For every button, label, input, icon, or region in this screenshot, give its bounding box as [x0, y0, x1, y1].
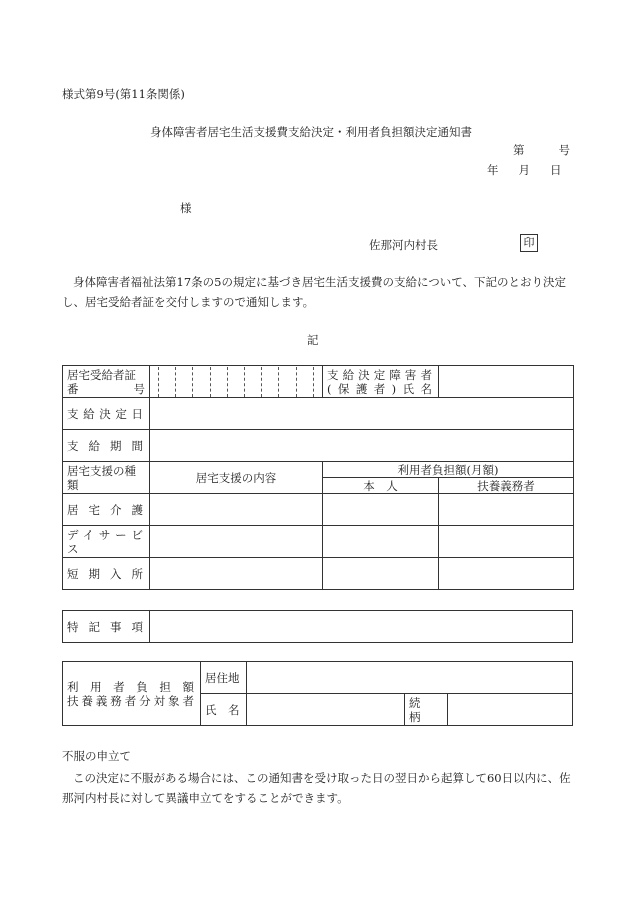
- recipient-name-label: [323, 366, 439, 398]
- document-title: 身体障害者居宅生活支援費支給決定・利用者負担額決定通知書: [150, 125, 472, 139]
- day-service-self-field[interactable]: [323, 526, 439, 558]
- recipient-label-line2: (保護者)氏名: [327, 381, 434, 396]
- home-care-content-field[interactable]: [150, 494, 323, 526]
- self-header: 本 人: [323, 478, 439, 494]
- home-care-self-field[interactable]: [323, 494, 439, 526]
- day-service-supporter-field[interactable]: [439, 526, 574, 558]
- burden-label-line2: 扶養義務者分対象者: [67, 693, 196, 708]
- cert-label-line1: 居宅受給者証: [67, 367, 136, 382]
- table-row: [63, 494, 574, 526]
- residence-field[interactable]: [247, 662, 573, 694]
- notes-table: [62, 610, 573, 643]
- cert-number-label: [63, 366, 150, 398]
- day-label: 日: [550, 163, 562, 177]
- table-row: [63, 430, 574, 462]
- document-number: [513, 142, 570, 158]
- supporter-header: 扶養義務者: [439, 478, 574, 494]
- home-care-supporter-field[interactable]: [439, 494, 574, 526]
- burden-label-line1: 利用者負担額: [67, 679, 196, 694]
- service-content-header: 居宅支援の内容: [150, 462, 323, 494]
- appeal-text: この決定に不服がある場合には、この通知書を受け取った日の翌日から起算して60日以内に、佐那河内村長に対して異議申立てをすることができます。: [62, 771, 571, 805]
- number-prefix: 第: [513, 143, 525, 157]
- service-home-care: 居宅介護: [63, 494, 150, 526]
- period-label: 支給期間: [63, 430, 150, 462]
- service-short-stay: 短期入所: [63, 558, 150, 590]
- number-suffix: 号: [558, 143, 570, 157]
- period-field[interactable]: [150, 430, 574, 462]
- table-row: [63, 558, 574, 590]
- table-row: [63, 662, 573, 694]
- relation-label: 続 柄: [405, 694, 448, 726]
- table-row: [63, 398, 574, 430]
- table-row: [63, 611, 573, 643]
- service-type-header: 居宅支援の種類: [63, 462, 150, 494]
- ki-label: 記: [307, 333, 319, 347]
- cert-number-field[interactable]: [150, 366, 323, 398]
- table-row: [63, 462, 574, 478]
- day-service-content-field[interactable]: [150, 526, 323, 558]
- relation-field[interactable]: [448, 694, 573, 726]
- cert-label-go: 号: [133, 381, 145, 396]
- decision-date-field[interactable]: [150, 398, 574, 430]
- recipient-name-field[interactable]: [439, 366, 574, 398]
- short-stay-content-field[interactable]: [150, 558, 323, 590]
- notes-label: 特記事項: [63, 611, 150, 643]
- short-stay-supporter-field[interactable]: [439, 558, 574, 590]
- name-field[interactable]: [247, 694, 405, 726]
- cert-label-line2: [67, 382, 145, 396]
- issuer: 佐那河内村長: [369, 238, 438, 252]
- seal-box: 印: [520, 234, 538, 252]
- residence-label: 居住地: [201, 662, 247, 694]
- burden-table: [62, 661, 573, 726]
- form-number: 様式第9号(第11条関係): [62, 87, 185, 101]
- burden-monthly-header: 利用者負担額(月額): [323, 462, 574, 478]
- appeal-title: 不服の申立て: [62, 749, 131, 763]
- month-label: 月: [518, 163, 530, 177]
- notes-field[interactable]: [150, 611, 573, 643]
- recipient-label-line1: 支給決定障害者: [327, 367, 434, 382]
- document-date: [487, 162, 562, 178]
- service-day-service: デイサービス: [63, 526, 150, 558]
- decision-date-label: 支給決定日: [63, 398, 150, 430]
- burden-target-label: [63, 662, 201, 726]
- body-text: 身体障害者福祉法第17条の5の規定に基づき居宅生活支援費の支給について、下記のとおり決定し、居宅受給者証を交付しますので通知します。: [62, 275, 566, 309]
- table-row: [63, 526, 574, 558]
- name-label: 氏 名: [201, 694, 247, 726]
- table-row: [63, 366, 574, 398]
- addressee-suffix: 様: [180, 201, 192, 215]
- cert-label-ban: 番: [67, 381, 79, 396]
- year-label: 年: [487, 163, 499, 177]
- short-stay-self-field[interactable]: [323, 558, 439, 590]
- main-table: [62, 365, 574, 590]
